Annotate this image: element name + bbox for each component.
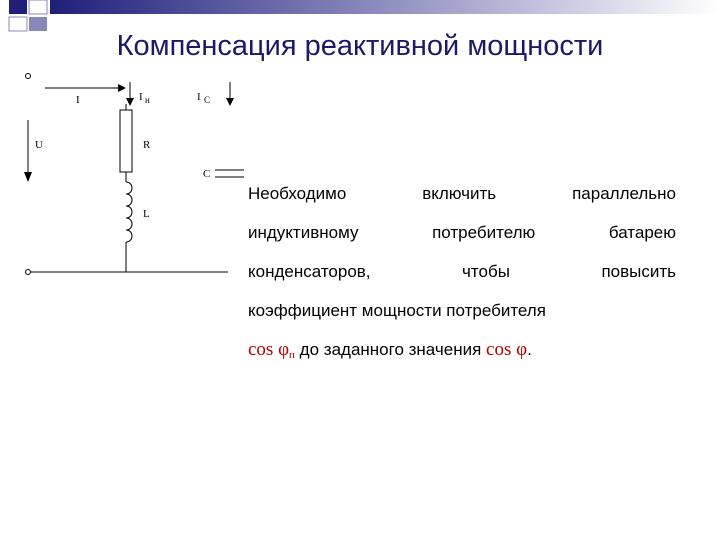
label-current-total: I bbox=[76, 94, 80, 106]
label-resistor: R bbox=[143, 139, 151, 151]
inductor bbox=[126, 182, 132, 242]
label-current-load-sub: н bbox=[145, 95, 150, 105]
voltage-arrow-head bbox=[24, 172, 32, 182]
cap-current-arrow-head bbox=[226, 98, 234, 106]
resistor bbox=[120, 110, 132, 172]
label-inductor: L bbox=[143, 208, 150, 220]
body-paragraph bbox=[248, 174, 676, 369]
formula-subscript: п bbox=[289, 349, 295, 361]
label-current-cap-sub: C bbox=[204, 95, 211, 105]
paragraph-line-2: индуктивному потребителю батарею bbox=[248, 223, 676, 242]
paragraph-line-5 bbox=[248, 330, 676, 369]
top-terminal bbox=[26, 74, 31, 79]
end-punctuation: . bbox=[527, 340, 532, 359]
label-capacitor: C bbox=[203, 168, 211, 180]
load-current-arrow-head bbox=[126, 98, 134, 106]
current-arrow-head bbox=[118, 84, 126, 92]
label-current-load: I bbox=[139, 91, 143, 103]
paragraph-line-4: коэффициент мощности потребителя bbox=[248, 301, 546, 320]
paragraph-line-1: Необходимо включить параллельно bbox=[248, 184, 676, 203]
paragraph-line-3: конденсаторов, чтобы повысить bbox=[248, 262, 676, 281]
bottom-terminal bbox=[26, 270, 31, 275]
formula-cos-phi: cos φ bbox=[486, 339, 528, 360]
paragraph-middle: до заданного значения bbox=[299, 340, 482, 359]
formula-cos-phi-n: cos φ bbox=[248, 339, 290, 360]
label-current-cap: I bbox=[197, 91, 201, 103]
label-voltage: U bbox=[35, 139, 43, 151]
slide-title: Компенсация реактивной мощности bbox=[116, 30, 604, 62]
circuit-diagram bbox=[0, 60, 250, 290]
